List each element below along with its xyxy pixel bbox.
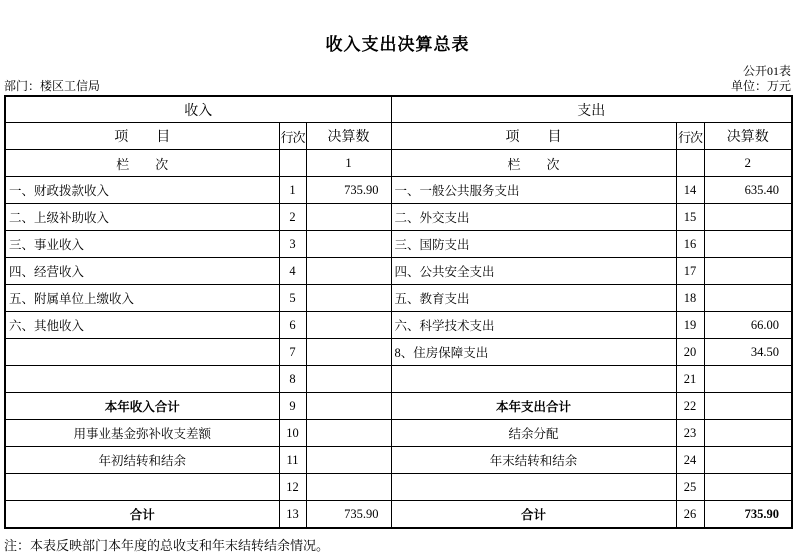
income-item-column-header: 项 目 [5,123,279,150]
lane-header-row [5,150,792,177]
expenditure-amount-cell: 735.90 [704,501,792,529]
expenditure-line-no-cell: 16 [676,231,704,258]
expenditure-line-no-cell: 18 [676,285,704,312]
table-row [5,501,792,529]
expenditure-amount-cell: 635.40 [704,177,792,204]
expenditure-amount-cell [704,420,792,447]
expenditure-line-no-column-header: 行次 [676,123,704,150]
expenditure-amount-cell [704,447,792,474]
expenditure-item-cell [391,474,676,501]
expenditure-amount-cell [704,285,792,312]
expenditure-item-cell: 本年支出合计 [391,393,676,420]
expenditure-amount-column-header: 决算数 [704,123,792,150]
income-item-cell [5,474,279,501]
department-label: 部门：楼区工信局 [4,79,101,93]
meta-row [4,78,791,94]
expenditure-item-cell: 8、住房保障支出 [391,339,676,366]
income-amount-column-header: 决算数 [306,123,391,150]
expenditure-line-no-cell: 24 [676,447,704,474]
income-amount-cell [306,285,391,312]
table-row [5,447,792,474]
income-amount-cell [306,447,391,474]
income-line-no-cell: 12 [279,474,306,501]
expenditure-line-no-cell: 26 [676,501,704,529]
income-item-cell [5,339,279,366]
income-amount-cell [306,420,391,447]
expenditure-item-cell: 一、一般公共服务支出 [391,177,676,204]
expenditure-amount-cell [704,393,792,420]
income-lane-line-no [279,150,306,177]
income-line-no-cell: 3 [279,231,306,258]
table-row [5,366,792,393]
income-line-no-cell: 5 [279,285,306,312]
income-amount-cell [306,312,391,339]
expenditure-item-cell: 年末结转和结余 [391,447,676,474]
table-row [5,339,792,366]
expenditure-line-no-cell: 25 [676,474,704,501]
expenditure-lane-line-no [676,150,704,177]
expenditure-amount-cell [704,204,792,231]
table-row [5,231,792,258]
income-line-no-cell: 7 [279,339,306,366]
expenditure-item-cell [391,366,676,393]
income-section-header: 收入 [5,96,391,123]
expenditure-item-cell: 六、科学技术支出 [391,312,676,339]
expenditure-line-no-cell: 15 [676,204,704,231]
expenditure-line-no-cell: 14 [676,177,704,204]
income-item-cell: 用事业基金弥补收支差额 [5,420,279,447]
expenditure-lane-label: 栏 次 [391,150,676,177]
table-body [5,177,792,529]
income-line-no-cell: 11 [279,447,306,474]
summary-table [4,95,793,529]
income-line-no-cell: 4 [279,258,306,285]
expenditure-line-no-cell: 23 [676,420,704,447]
expenditure-line-no-cell: 20 [676,339,704,366]
expenditure-item-cell: 三、国防支出 [391,231,676,258]
expenditure-line-no-cell: 19 [676,312,704,339]
income-item-cell: 二、上级补助收入 [5,204,279,231]
expenditure-amount-cell [704,231,792,258]
table-row [5,258,792,285]
income-line-no-cell: 10 [279,420,306,447]
table-row [5,285,792,312]
income-line-no-cell: 8 [279,366,306,393]
expenditure-item-cell: 二、外交支出 [391,204,676,231]
expenditure-amount-cell [704,258,792,285]
expenditure-line-no-cell: 21 [676,366,704,393]
form-number: 公开01表 [742,64,791,78]
section-header-row [5,96,792,123]
income-amount-cell [306,204,391,231]
income-item-cell: 一、财政拨款收入 [5,177,279,204]
table-row [5,204,792,231]
expenditure-line-no-cell: 22 [676,393,704,420]
income-item-cell [5,366,279,393]
expenditure-item-column-header: 项 目 [391,123,676,150]
table-row [5,312,792,339]
expenditure-item-cell: 五、教育支出 [391,285,676,312]
income-line-no-column-header: 行次 [279,123,306,150]
table-row [5,393,792,420]
income-line-no-cell: 2 [279,204,306,231]
income-lane-number: 1 [306,150,391,177]
income-amount-cell [306,339,391,366]
table-row [5,474,792,501]
income-amount-cell: 735.90 [306,177,391,204]
income-amount-cell [306,366,391,393]
unit-label: 单位：万元 [730,79,791,93]
income-amount-cell [306,231,391,258]
expenditure-lane-number: 2 [704,150,792,177]
income-item-cell: 五、附属单位上缴收入 [5,285,279,312]
expenditure-amount-cell [704,474,792,501]
income-amount-cell [306,393,391,420]
income-line-no-cell: 1 [279,177,306,204]
income-line-no-cell: 13 [279,501,306,529]
table-row [5,420,792,447]
expenditure-item-cell: 合计 [391,501,676,529]
table-row [5,177,792,204]
expenditure-amount-cell: 66.00 [704,312,792,339]
income-item-cell: 本年收入合计 [5,393,279,420]
footnote: 注：本表反映部门本年度的总收支和年末结转结余情况。 [4,538,330,553]
income-amount-cell [306,474,391,501]
income-item-cell: 年初结转和结余 [5,447,279,474]
table-header [5,96,792,177]
column-header-row [5,123,792,150]
income-item-cell: 三、事业收入 [5,231,279,258]
page-title: 收入支出决算总表 [325,35,470,54]
income-amount-cell: 735.90 [306,501,391,529]
income-item-cell: 合计 [5,501,279,529]
expenditure-amount-cell: 34.50 [704,339,792,366]
page [0,30,807,554]
expenditure-item-cell: 四、公共安全支出 [391,258,676,285]
expenditure-amount-cell [704,366,792,393]
income-lane-label: 栏 次 [5,150,279,177]
expenditure-line-no-cell: 17 [676,258,704,285]
income-line-no-cell: 6 [279,312,306,339]
expenditure-section-header: 支出 [391,96,792,123]
expenditure-item-cell: 结余分配 [391,420,676,447]
income-item-cell: 六、其他收入 [5,312,279,339]
income-item-cell: 四、经营收入 [5,258,279,285]
income-line-no-cell: 9 [279,393,306,420]
income-amount-cell [306,258,391,285]
